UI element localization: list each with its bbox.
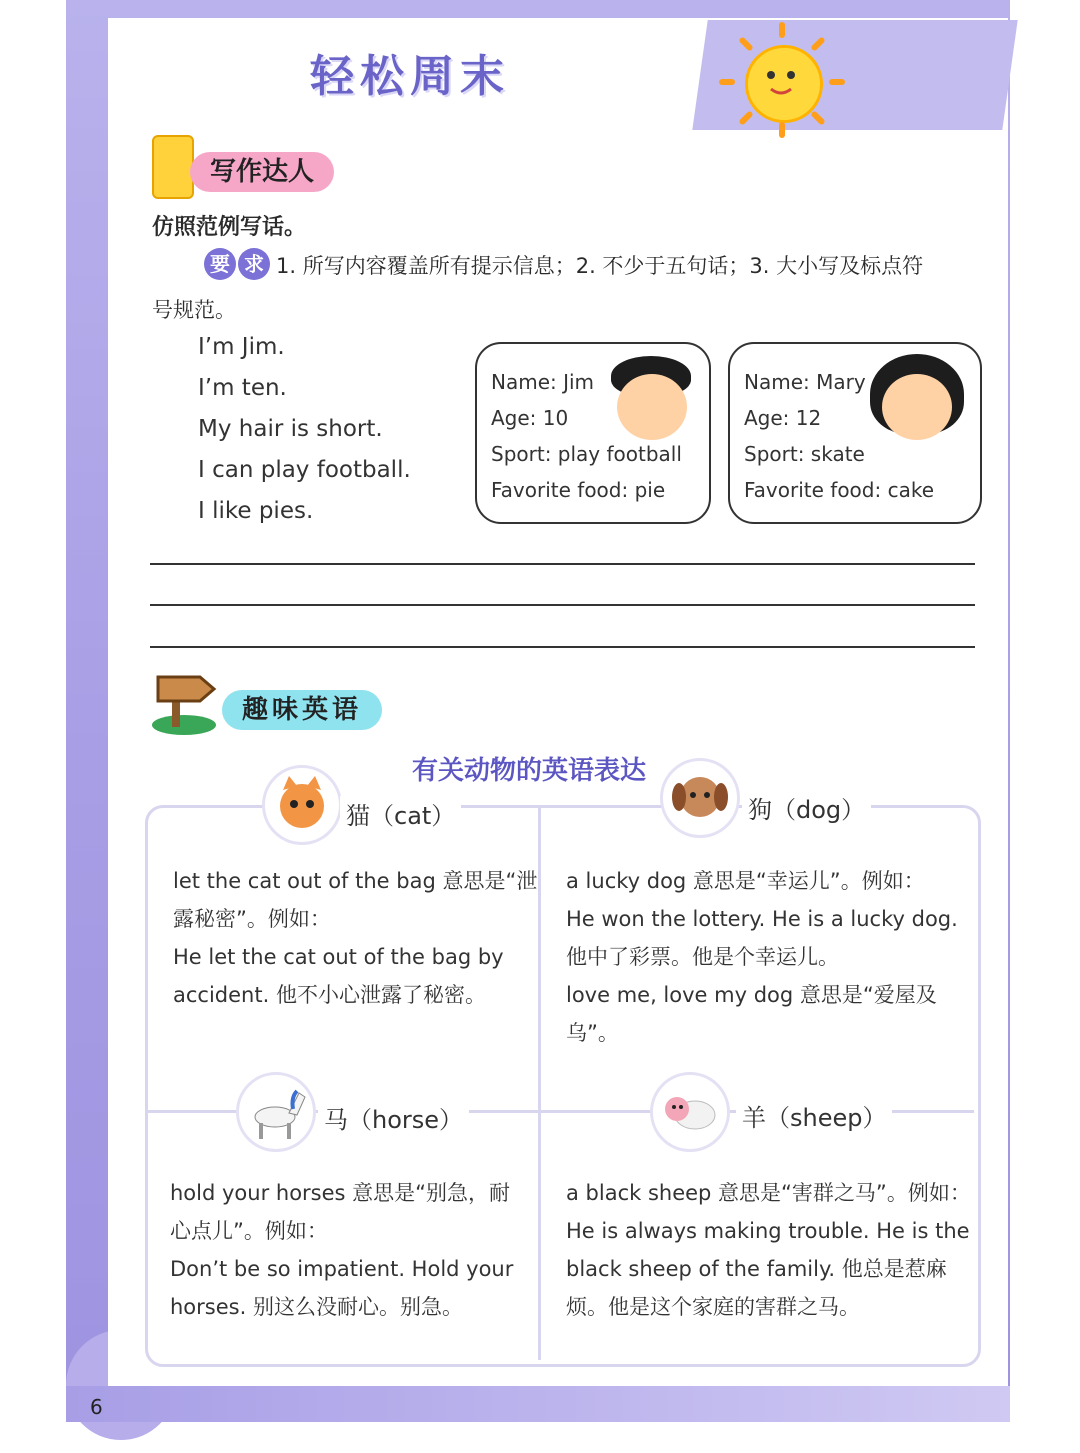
cat-icon	[262, 765, 342, 845]
requirement-line-2: 号规范。	[152, 298, 236, 322]
sun-ray	[779, 22, 785, 38]
signpost-icon	[150, 665, 218, 735]
panel-title-cat: 猫（cat）	[340, 796, 461, 831]
sheep-line: a black sheep 意思是“害群之马”。例如：	[566, 1181, 971, 1205]
card-sport: Sport: play football	[491, 442, 682, 466]
horse-line: horses. 别这么没耐心。别急。	[170, 1295, 463, 1319]
dog-line: 他中了彩票。他是个幸运儿。	[566, 945, 839, 969]
writing-section-badge: 写作达人	[190, 152, 334, 192]
answer-line	[150, 646, 975, 648]
card-food: Favorite food: cake	[744, 478, 935, 502]
card-name: Name: Mary	[744, 370, 866, 394]
sheep-line: 烦。他是这个家庭的害群之马。	[566, 1295, 860, 1319]
profile-card-jim	[475, 342, 711, 524]
card-food: Favorite food: pie	[491, 478, 666, 502]
dog-line: 乌”。	[566, 1021, 619, 1045]
cat-line: He let the cat out of the bag by	[173, 945, 504, 969]
sample-sentence: I’m Jim.	[198, 334, 285, 360]
requirement-badge-1: 要	[204, 248, 236, 280]
sun-ray	[829, 79, 845, 85]
profile-card-mary	[728, 342, 982, 524]
sun-icon	[745, 45, 823, 123]
page-title: 轻松周末	[310, 51, 510, 102]
girl-face-icon	[882, 374, 952, 440]
horse-line: hold your horses 意思是“别急，耐	[170, 1181, 511, 1205]
panel-title-horse: 马（horse）	[318, 1100, 469, 1135]
sample-sentence: I like pies.	[198, 498, 314, 524]
horse-line: 心点儿”。例如：	[170, 1219, 328, 1243]
sample-sentence: I can play football.	[198, 457, 411, 483]
answer-line	[150, 563, 975, 565]
card-age: Age: 12	[744, 406, 822, 430]
dog-line: He won the lottery. He is a lucky dog.	[566, 907, 958, 931]
panel-divider-vertical	[538, 808, 541, 1360]
dog-line: a lucky dog 意思是“幸运儿”。例如：	[566, 869, 925, 893]
pencil-icon	[152, 135, 194, 199]
card-name: Name: Jim	[491, 370, 595, 394]
boy-face-icon	[617, 374, 687, 440]
bottom-band	[66, 1386, 1010, 1422]
sun-ray	[779, 122, 785, 138]
panel-title-sheep: 羊（sheep）	[736, 1098, 892, 1133]
sheep-icon	[650, 1072, 730, 1152]
cat-line: let the cat out of the bag 意思是“泄	[173, 869, 538, 893]
sheep-line: He is always making trouble. He is the	[566, 1219, 970, 1243]
horse-icon	[236, 1072, 316, 1152]
sample-sentence: I’m ten.	[198, 375, 287, 401]
answer-line	[150, 604, 975, 606]
page-margin-right	[1010, 0, 1080, 1453]
fun-english-subtitle: 有关动物的英语表达	[412, 756, 647, 786]
horse-line: Don’t be so impatient. Hold your	[170, 1257, 514, 1281]
dog-line: love me, love my dog 意思是“爱屋及	[566, 983, 937, 1007]
requirement-line-1: 1. 所写内容覆盖所有提示信息；2. 不少于五句话；3. 大小写及标点符	[276, 254, 924, 278]
writing-instruction: 仿照范例写话。	[152, 215, 307, 240]
sun-ray	[719, 79, 735, 85]
requirement-badge-2: 求	[238, 248, 270, 280]
dog-icon	[660, 758, 740, 838]
fun-english-badge: 趣味英语	[222, 690, 382, 730]
sample-sentence: My hair is short.	[198, 416, 383, 442]
cat-line: accident. 他不小心泄露了秘密。	[173, 983, 486, 1007]
card-age: Age: 10	[491, 406, 569, 430]
cat-line: 露秘密”。例如：	[173, 907, 331, 931]
card-sport: Sport: skate	[744, 442, 865, 466]
page-margin-left	[0, 0, 68, 1453]
page-number: 6	[90, 1395, 103, 1419]
sheep-line: black sheep of the family. 他总是惹麻	[566, 1257, 947, 1281]
panel-title-dog: 狗（dog）	[742, 790, 871, 825]
